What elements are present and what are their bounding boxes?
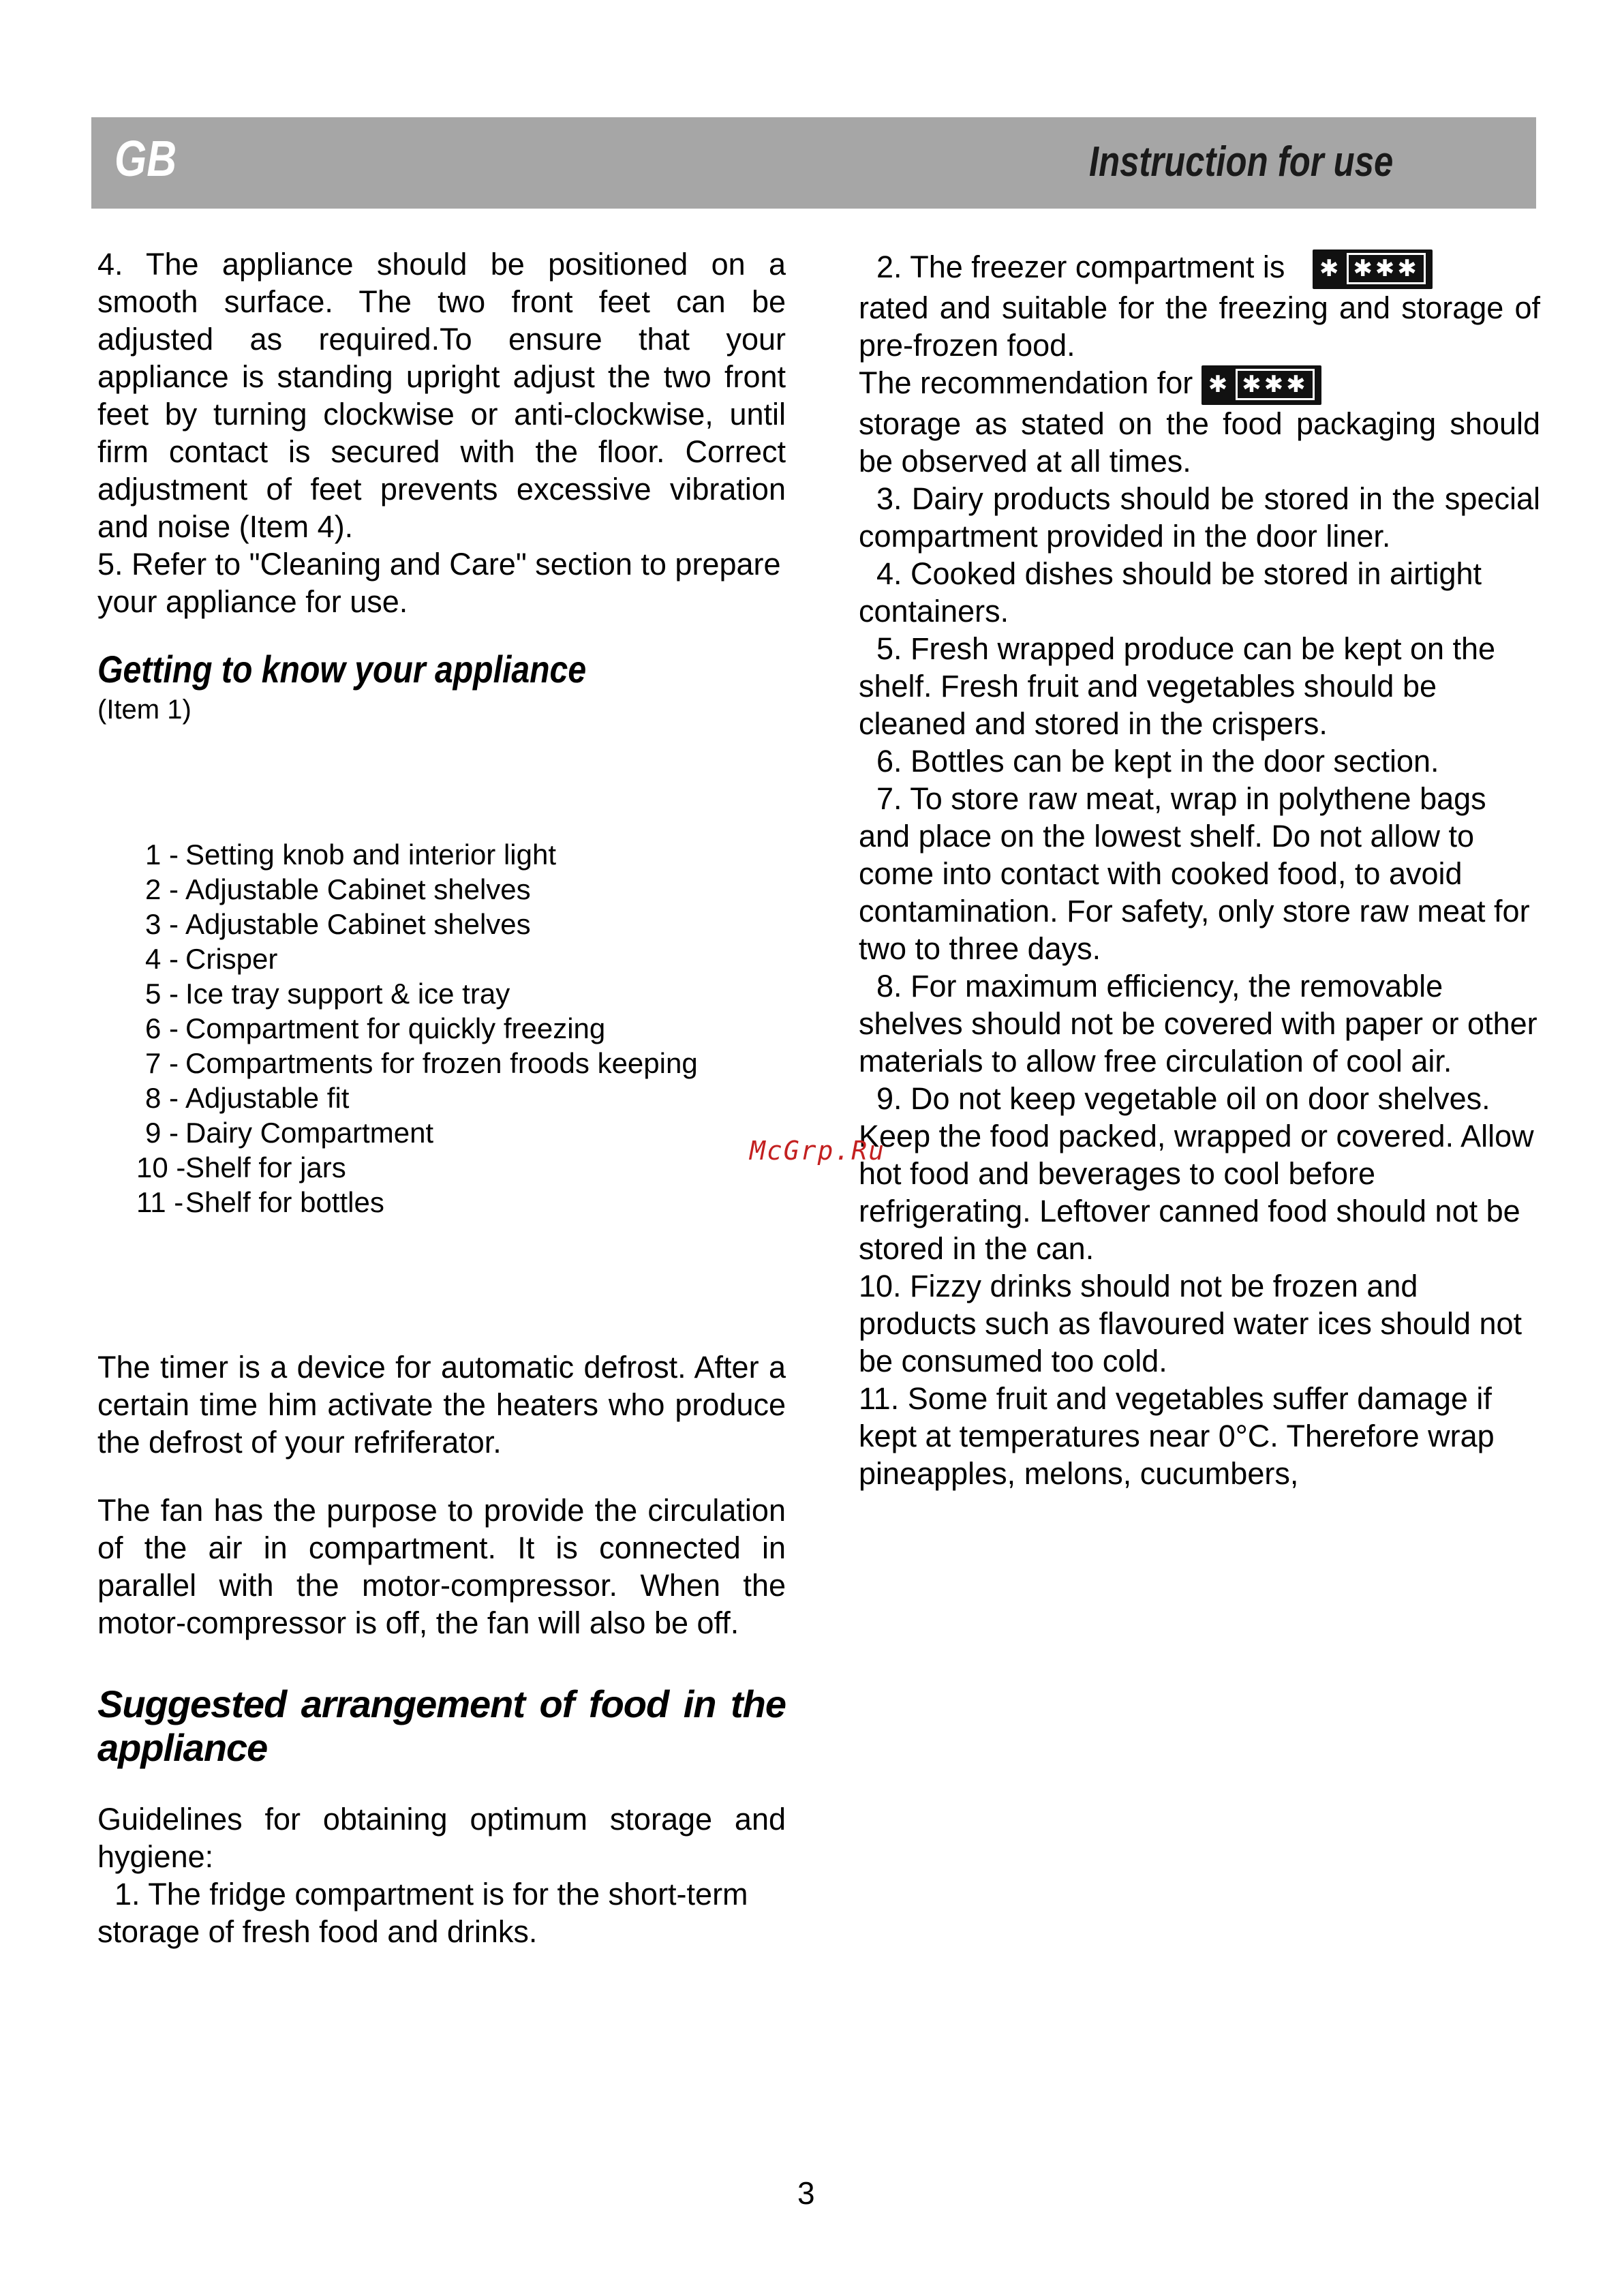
heading-item-ref: (Item 1): [97, 695, 192, 725]
list-item: 2 - Adjustable Cabinet shelves: [144, 873, 531, 905]
guideline-10: 10. Fizzy drinks should not be frozen and products such as flavoured water ices should not be consumed too cold.: [859, 1269, 1522, 1379]
list-item: 4 - Crisper: [144, 943, 278, 975]
page-number: 3: [797, 2175, 815, 2211]
guideline-6: 6. Bottles can be kept in the door section.: [876, 744, 1439, 779]
guideline-2-body: rated and suitable for the freezing and storage of pre-frozen food.: [859, 290, 1540, 363]
guideline-8: 8. For maximum efficiency, the removable shelves should not be covered with paper or other materials to allow free circulation of cool air.: [859, 969, 1537, 1079]
left-column: [97, 245, 786, 729]
list-item: 11 -Shelf for bottles: [136, 1186, 384, 1218]
list-item: 8 - Adjustable fit: [144, 1082, 350, 1114]
language-code: GB: [114, 130, 177, 187]
list-item: 7 - Compartments for frozen froods keeping: [144, 1047, 698, 1079]
guideline-11: 11. Some fruit and vegetables suffer damage if kept at temperatures near 0°C. Therefore wrap pineapples, melons, cucumbers,: [859, 1381, 1495, 1492]
three-star-freezer-icon: ✱ ✱✱✱: [1202, 365, 1321, 405]
list-item: 3 - Adjustable Cabinet shelves: [144, 908, 531, 940]
list-item: 10 -Shelf for jars: [136, 1151, 346, 1183]
guideline-4: 4. Cooked dishes should be stored in airtight containers.: [859, 556, 1482, 629]
three-star-freezer-icon: ✱ ✱✱✱: [1313, 250, 1433, 289]
guidelines-intro: Guidelines for obtaining optimum storage and hygiene:: [97, 1802, 786, 1874]
section-heading-appliance: Getting to know your appliance: [97, 648, 587, 691]
guideline-5: 5. Fresh wrapped produce can be kept on the shelf. Fresh fruit and vegetables should be cleaned and stored in the crispers.: [859, 631, 1496, 742]
section-heading-arrangement: Suggested arrangement of food in the appliance: [97, 1682, 786, 1769]
guideline-9: 9. Do not keep vegetable oil on door shelves. Keep the food packed, wrapped or covered. Allow hot food and beverages to cool before refrigerating. Leftover canned food should not be stored in the can.: [859, 1081, 1534, 1267]
right-column: [859, 248, 1540, 1492]
list-item: 5 - Ice tray support & ice tray: [144, 978, 510, 1010]
list-item: 6 - Compartment for quickly freezing: [144, 1012, 606, 1044]
recommendation-text: The recommendation for: [859, 365, 1193, 401]
recommendation-body: storage as stated on the food packaging should be observed at all times.: [859, 406, 1540, 479]
header-title: Instruction for use: [1088, 138, 1393, 185]
timer-paragraph: The timer is a device for automatic defrost. After a certain time him activate the heaters who produce the defrost of your refriferator.: [97, 1350, 786, 1460]
left-column-lower: [97, 1348, 786, 1950]
watermark: McGrp.Ru: [750, 1136, 886, 1166]
list-item: 1 - Setting knob and interior light: [144, 839, 557, 871]
fan-paragraph: The fan has the purpose to provide the circulation of the air in compartment. It is connected in parallel with the motor-compressor. When the motor-compressor is off, the fan will also be off.: [97, 1493, 786, 1640]
list-item: 9 - Dairy Compartment: [144, 1117, 434, 1149]
guideline-3: 3. Dairy products should be stored in the special compartment provided in the door liner.: [859, 481, 1540, 554]
parts-list: [136, 837, 698, 1220]
guideline-7: 7. To store raw meat, wrap in polythene bags and place on the lowest shelf. Do not allow to come into contact with cooked food, to avoid contamination. For safety, only store raw meat for two to three days.: [859, 781, 1530, 967]
guideline-1: 1. The fridge compartment is for the short-term storage of fresh food and drinks.: [97, 1877, 757, 1949]
paragraph-4: 4. The appliance should be positioned on a smooth surface. The two front feet can be adjusted as required.To ensure that your appliance is standing upright adjust the two front feet by turning clockwise or anti-clockwise, until firm contact is secured with the floor. Correct adjustment of feet prevents excessive vibration and noise (Item 4).: [97, 247, 786, 544]
guideline-2-start: 2. The freezer compartment is: [876, 250, 1285, 284]
paragraph-5: 5. Refer to "Cleaning and Care" section to prepare your appliance for use.: [97, 547, 781, 619]
page-header: [91, 117, 1536, 209]
